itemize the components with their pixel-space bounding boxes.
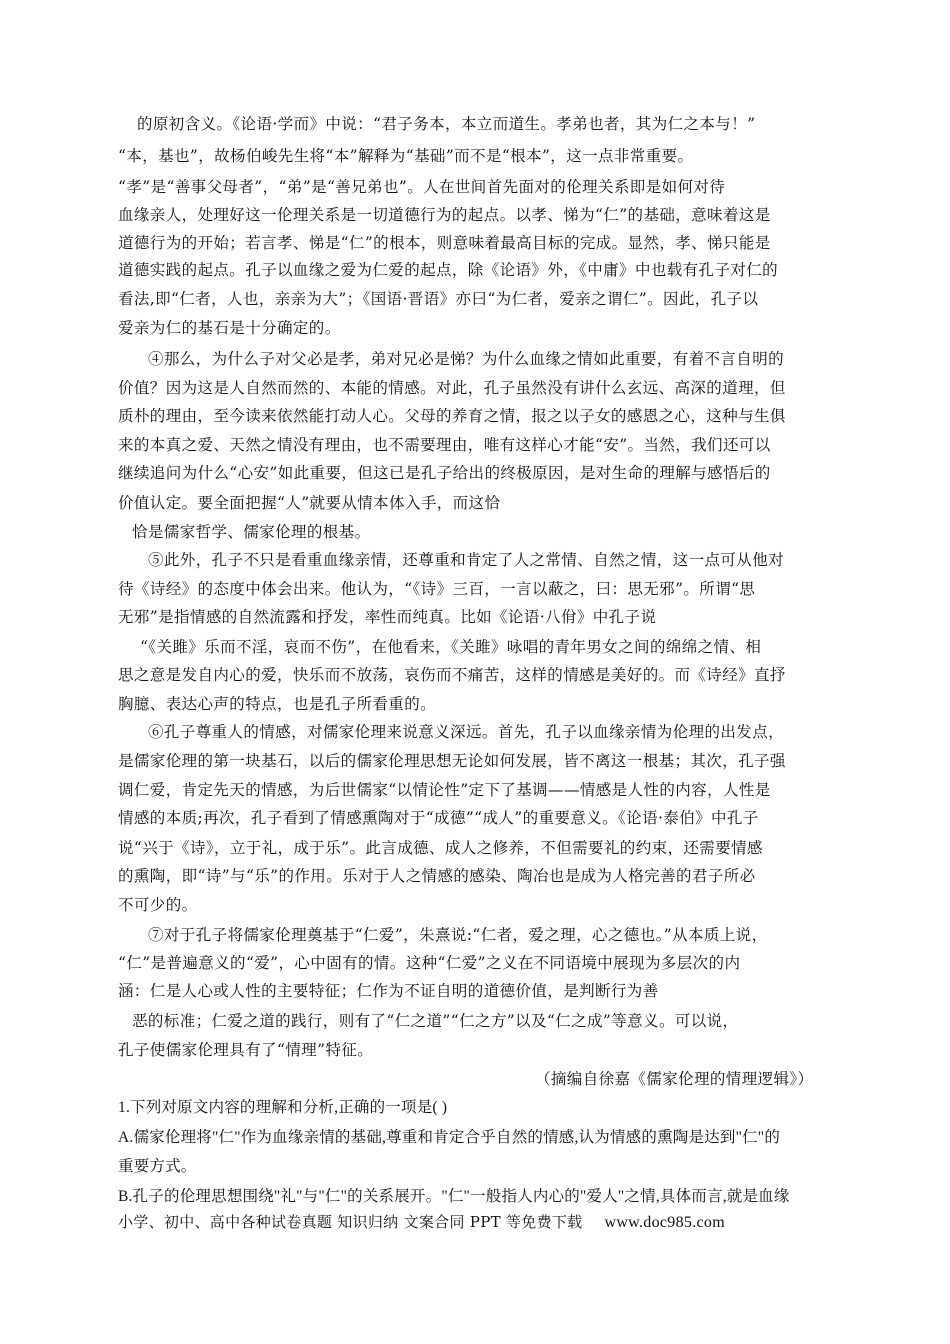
footer-banner — [118, 1212, 725, 1233]
passage-line: 胸臆、表达心声的特点，也是孔子所看重的。 — [118, 695, 437, 713]
passage-line: 爱亲为仁的基石是十分确定的。 — [118, 319, 341, 337]
question-stem: 1.下列对原文内容的理解和分析,正确的一项是( ) — [118, 1099, 448, 1116]
passage-line: 道德实践的起点。孔子以血缘之爱为仁爱的起点，除《论语》外，《中庸》中也载有孔子对仁的 — [118, 261, 779, 279]
option-a: A.儒家伦理将"仁"作为血缘亲情的基础,尊重和肯定合乎自然的情感,认为情感的熏陶是达到"仁"的 — [118, 1129, 781, 1146]
passage-line: 无邪”是指情感的自然流露和抒发，率性而纯真。比如《论语·八佾》中孔子说 — [118, 608, 657, 626]
footer-website-link[interactable]: www.doc985.com — [604, 1214, 725, 1231]
paragraph-7-start: ⑦对于孔子将儒家伦理奠基于“仁爱”，朱熹说:“仁者，爱之理，心之德也。”从本质上说， — [148, 926, 768, 944]
passage-line: 的原初含义。《论语·学而》中说：“君子务本，本立而道生。孝弟也者，其为仁之本与！” — [137, 115, 756, 133]
paragraph-5-start: ⑤此外，孔子不只是看重血缘亲情，还尊重和肯定了人之常情、自然之情，这一点可从他对 — [148, 551, 785, 569]
passage-line: 质朴的理由，至今读来依然能打动人心。父母的养育之情，报之以子女的感恩之心，这种与生俱 — [118, 407, 786, 425]
passage-line: 的熏陶，即“诗”与“乐”的作用。乐对于人之情感的感染、陶冶也是成为人格完善的君子所必 — [118, 867, 756, 885]
passage-line: 血缘亲人，处理好这一伦理关系是一切道德行为的起点。以孝、悌为“仁”的基础，意味着这是 — [118, 206, 771, 224]
passage-line: 价值？因为这是人自然而然的、本能的情感。对此，孔子虽然没有讲什么玄远、高深的道理，但 — [118, 379, 786, 397]
passage-line: “仁”是普遍意义的“爱”，心中固有的情。这种“仁爱”之义在不同语境中展现为多层次的内 — [118, 954, 741, 972]
passage-line: 调仁爱，肯定先天的情感，为后世儒家“以情论性”定下了基调——情感是人性的内容，人性是 — [118, 781, 771, 799]
passage-line: “本，基也”，故杨伯峻先生将“本”解释为“基础”而不是“根本”，这一点非常重要。 — [118, 147, 694, 165]
passage-line: 看法,即“仁者，人也，亲亲为大”；《国语·晋语》亦曰“为仁者，爱亲之谓仁”。因此，孔子以 — [118, 290, 759, 308]
source-citation: （摘编自徐嘉《儒家伦理的情理逻辑》） — [535, 1070, 814, 1088]
passage-line: 恰是儒家哲学、儒家伦理的根基。 — [132, 523, 371, 541]
option-b: B.孔子的伦理思想围绕"礼"与"仁"的关系展开。"仁"一般指人内心的"爱人"之情,具体而言,就是血缘 — [118, 1188, 790, 1205]
paragraph-6-start: ⑥孔子尊重人的情感，对儒家伦理来说意义深远。首先，孔子以血缘亲情为伦理的出发点， — [148, 723, 785, 741]
passage-line: 价值认定。要全面把握“人”就要从情本体入手，而这恰 — [118, 494, 501, 512]
passage-line: 是儒家伦理的第一块基石，以后的儒家伦理思想无论如何发展，皆不离这一根基；其次，孔子强 — [118, 752, 786, 770]
passage-line: 待《诗经》的态度中体会出来。他认为，“《诗》三百，一言以蔽之，曰：思无邪”。所谓“思 — [118, 580, 756, 598]
passage-line: 思之意是发自内心的爱，快乐而不放荡，哀伤而不痛苦，这样的情感是美好的。而《诗经》直抒 — [118, 666, 786, 684]
paragraph-4-start: ④那么，为什么子对父必是孝，弟对兄必是悌？为什么血缘之情如此重要，有着不言自明的 — [148, 350, 785, 368]
passage-line: “《关雎》乐而不淫，哀而不伤”，在他看来，《关雎》咏唱的青年男女之间的绵绵之情、相 — [140, 638, 762, 656]
passage-line: 孔子使儒家伦理具有了“情理”特征。 — [118, 1041, 374, 1059]
passage-line: “孝”是“善事父母者”，“弟”是“善兄弟也”。人在世间首先面对的伦理关系即是如何对待 — [118, 178, 726, 196]
passage-line: 恶的标准；仁爱之道的践行，则有了“仁之道”“仁之方”以及“仁之成”等意义。可以说， — [132, 1012, 739, 1030]
passage-line: 来的本真之爱、天然之情没有理由，也不需要理由，唯有这样心才能“安”。当然，我们还可以 — [118, 436, 771, 454]
passage-line: 道德行为的开始；若言孝、悌是“仁”的根本，则意味着最高目标的完成。显然，孝、悌只能是 — [118, 234, 771, 252]
passage-line: 情感的本质;再次，孔子看到了情感熏陶对于“成德”“成人”的重要意义。《论语·泰伯》中孔子 — [118, 809, 759, 827]
passage-line: 继续追问为什么“心安”如此重要，但这已是孔子给出的终极原因，是对生命的理解与感悟后的 — [118, 464, 771, 482]
option-a-continued: 重要方式。 — [118, 1158, 197, 1175]
passage-line: 涵：仁是人心或人性的主要特征；仁作为不证自明的道德价值，是判断行为善 — [118, 982, 659, 1000]
passage-line: 不可少的。 — [118, 896, 198, 914]
passage-line: 说“兴于《诗》，立于礼，成于乐”。此言成德、成人之修养，不但需要礼的约束，还需要情感 — [118, 839, 763, 857]
footer-text: 小学、初中、高中各种试卷真题 知识归纳 文案合同 PPT 等免费下载 — [118, 1213, 583, 1231]
